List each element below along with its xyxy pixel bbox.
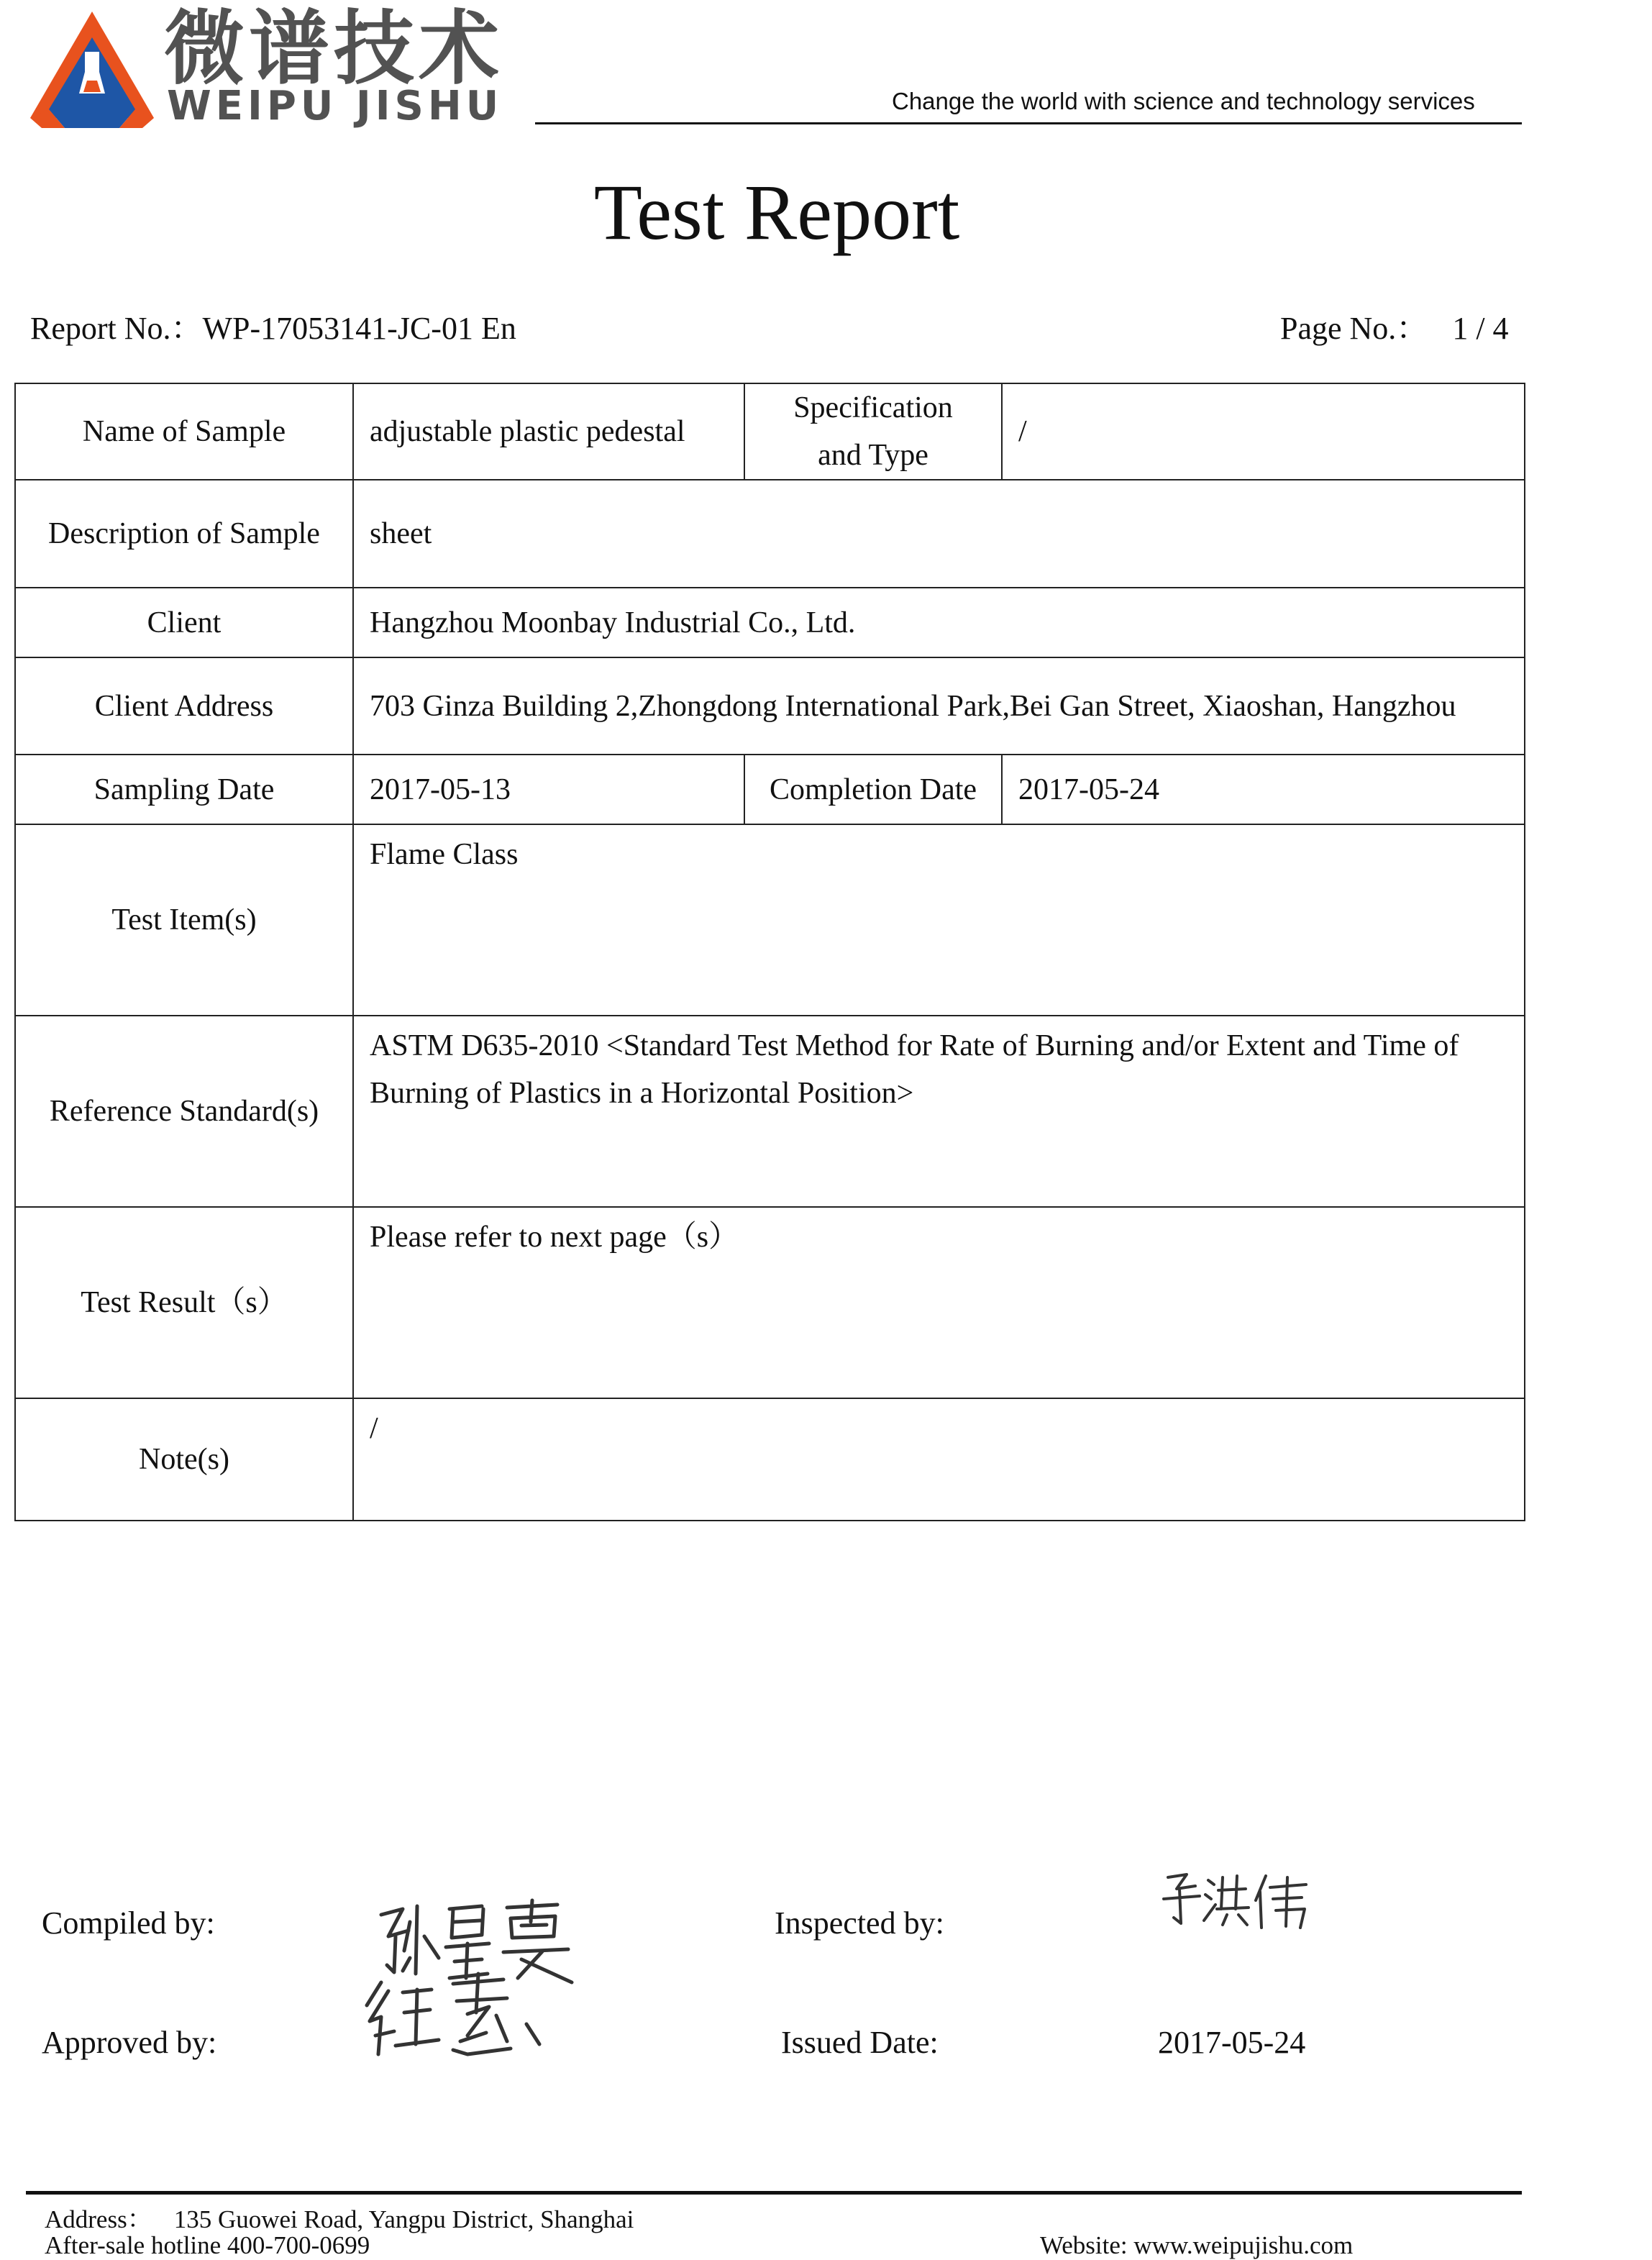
footer-divider [26, 2191, 1522, 2195]
report-number-label: Report No.： [30, 311, 203, 346]
approved-by-label: Approved by: [42, 2025, 217, 2060]
approved-by-signature [360, 1969, 547, 2063]
table-row [15, 755, 1525, 824]
table-row [15, 588, 1525, 657]
notes-label: Note(s) [15, 1398, 353, 1521]
test-result-value: Please refer to next page（s） [353, 1207, 1525, 1398]
test-result-label: Test Result（s） [15, 1207, 353, 1398]
page-title: Test Report [593, 168, 960, 256]
issued-date-value: 2017-05-24 [1158, 2025, 1306, 2060]
name-of-sample-value: adjustable plastic pedestal [353, 383, 744, 480]
header-divider [535, 122, 1522, 124]
footer-hotline: After-sale hotline 400-700-0699 [45, 2231, 370, 2259]
table-row [15, 657, 1525, 755]
sampling-date-value: 2017-05-13 [353, 755, 744, 824]
client-value: Hangzhou Moonbay Industrial Co., Ltd. [353, 588, 1525, 657]
completion-date-value: 2017-05-24 [1002, 755, 1525, 824]
sampling-date-label: Sampling Date [15, 755, 353, 824]
table-row [15, 1016, 1525, 1207]
footer-address [45, 2200, 634, 2236]
page-number-label: Page No.： [1280, 311, 1428, 346]
brand-name-english: WEIPU JISHU [167, 83, 503, 129]
footer-address-value: 135 Guowei Road, Yangpu District, Shanghai [173, 2205, 634, 2233]
footer-address-label: Address： [45, 2205, 152, 2233]
spec-type-label-line2: and Type [818, 439, 928, 472]
brand-name-chinese: 微谱技术 [164, 2, 503, 96]
inspected-by-label: Inspected by: [775, 1905, 944, 1941]
report-number [30, 302, 516, 348]
description-label: Description of Sample [15, 480, 353, 588]
sample-info-table [14, 383, 1525, 1521]
table-row [15, 824, 1525, 1016]
test-items-label: Test Item(s) [15, 824, 353, 1016]
report-number-value: WP-17053141-JC-01 En [202, 311, 516, 346]
inspected-by-signature [1158, 1867, 1316, 1932]
compiled-by-label: Compiled by: [42, 1905, 215, 1941]
test-items-value: Flame Class [353, 824, 1525, 1016]
table-row [15, 1398, 1525, 1521]
table-row [15, 383, 1525, 480]
reference-standard-label: Reference Standard(s) [15, 1016, 353, 1207]
weipu-logo-icon [27, 9, 157, 131]
table-row [15, 480, 1525, 588]
client-label: Client [15, 588, 353, 657]
page-number [1280, 302, 1509, 348]
page-number-value: 1 / 4 [1452, 311, 1509, 346]
description-value: sheet [353, 480, 1525, 588]
completion-date-label: Completion Date [744, 755, 1002, 824]
table-row [15, 1207, 1525, 1398]
slogan: Change the world with science and technology services [892, 88, 1475, 114]
reference-standard-value: ASTM D635-2010 <Standard Test Method for Rate of Burning and/or Extent and Time of Burning of Plastics in a Horizontal Position> [353, 1016, 1525, 1207]
issued-date-label: Issued Date: [781, 2025, 939, 2060]
spec-type-label [744, 383, 1002, 480]
client-address-value: 703 Ginza Building 2,Zhongdong International Park,Bei Gan Street, Xiaoshan, Hangzhou [353, 657, 1525, 755]
spec-type-value: / [1002, 383, 1525, 480]
client-address-label: Client Address [15, 657, 353, 755]
spec-type-label-line1: Specification [793, 391, 953, 424]
name-of-sample-label: Name of Sample [15, 383, 353, 480]
notes-value: / [353, 1398, 1525, 1521]
footer-website: Website: www.weipujishu.com [1040, 2231, 1354, 2259]
